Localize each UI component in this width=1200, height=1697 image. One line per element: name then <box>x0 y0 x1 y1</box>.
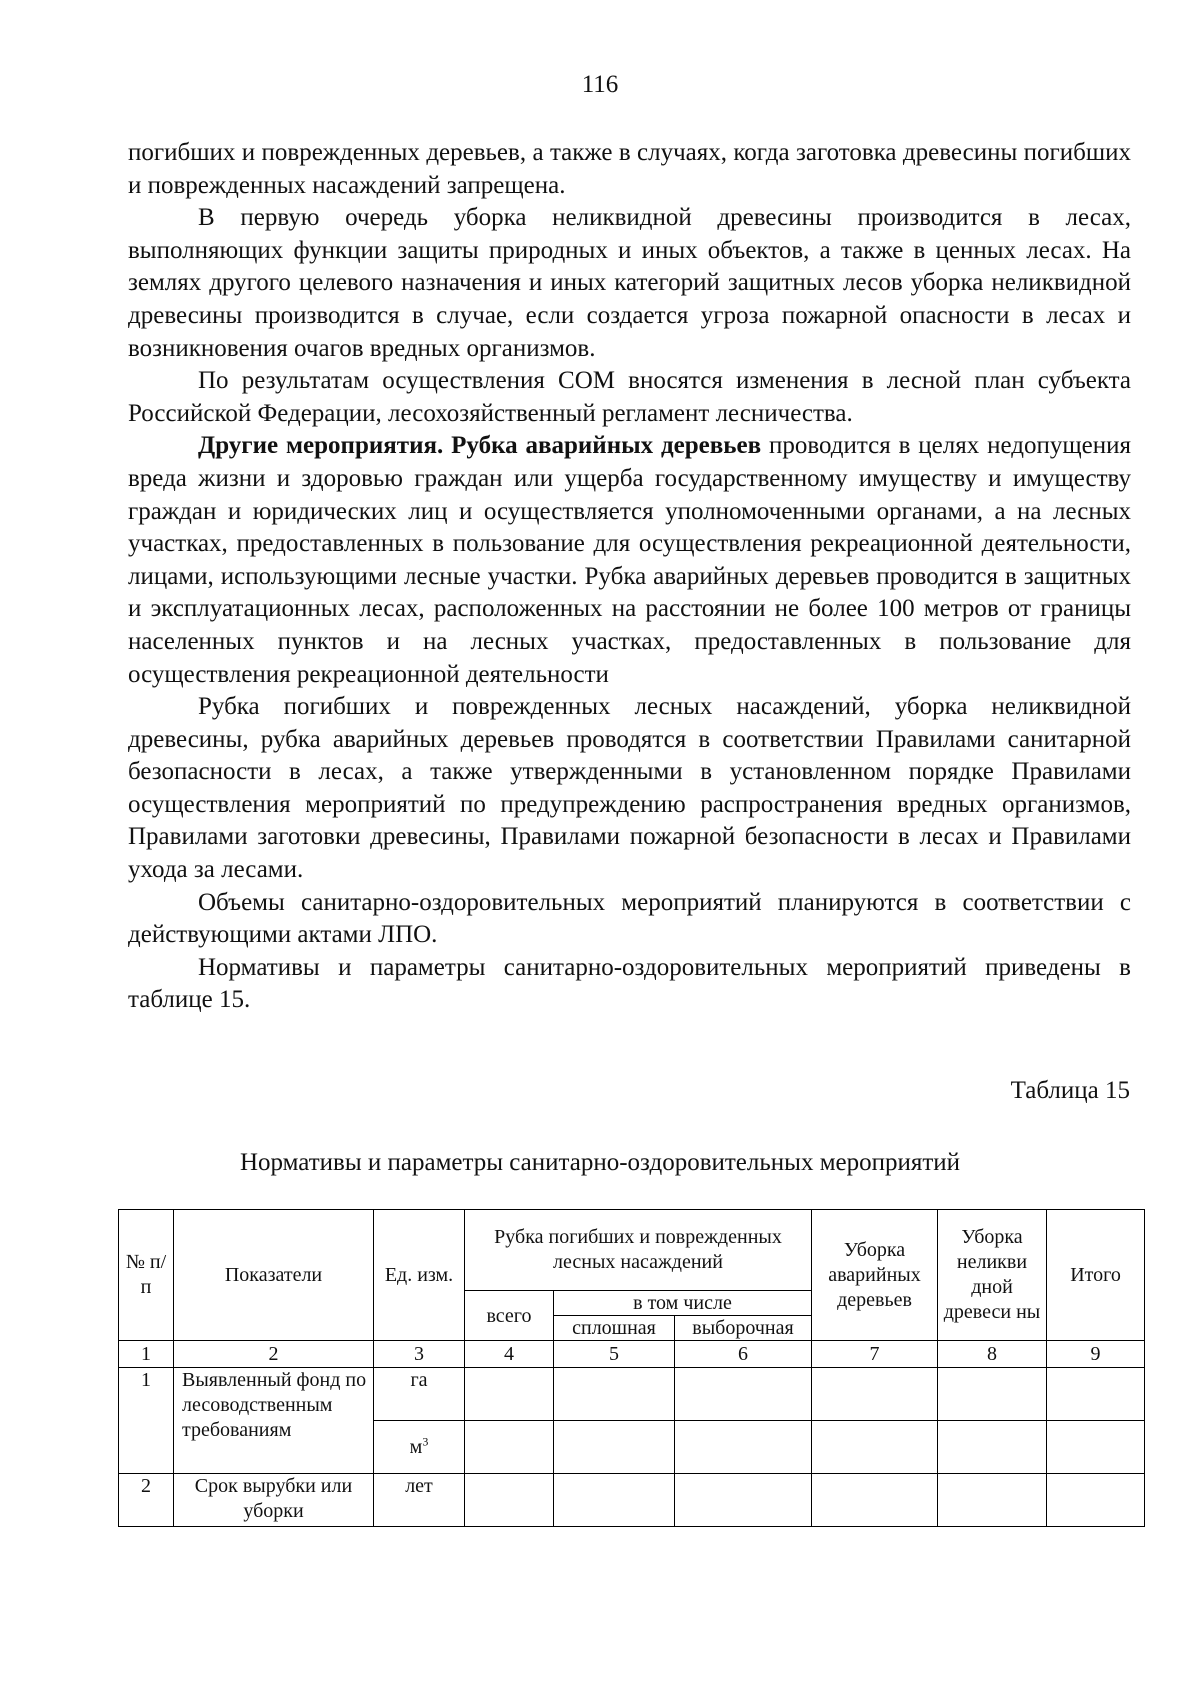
paragraph <box>128 430 1131 691</box>
header-itogo: Итого <box>1047 1210 1145 1341</box>
table-cell <box>675 1421 812 1474</box>
paragraph <box>128 952 1131 1017</box>
table-cell <box>1047 1368 1145 1421</box>
table-cell <box>812 1421 938 1474</box>
column-number: 9 <box>1047 1341 1145 1368</box>
unit-m3-sup: 3 <box>422 1433 429 1448</box>
table-cell <box>554 1474 675 1527</box>
column-number: 7 <box>812 1341 938 1368</box>
row-num: 1 <box>119 1368 174 1474</box>
bold-text: Другие мероприятия. Рубка аварийных деревьев <box>198 432 762 460</box>
header-emergency: Уборка аварийных деревьев <box>812 1210 938 1341</box>
header-unit: Ед. изм. <box>374 1210 465 1341</box>
row-indicator: Выявленный фонд по лесоводственным требованиям <box>174 1368 374 1474</box>
table-cell <box>812 1368 938 1421</box>
table-cell <box>938 1421 1047 1474</box>
norms-table <box>118 1209 1145 1527</box>
table-cell <box>675 1368 812 1421</box>
row-unit-ha: га <box>374 1368 465 1421</box>
paragraph <box>128 365 1131 430</box>
table-cell <box>938 1368 1047 1421</box>
paragraph <box>128 691 1131 887</box>
table-cell <box>465 1368 554 1421</box>
column-number: 5 <box>554 1341 675 1368</box>
table-row <box>119 1368 1145 1421</box>
unit-m3-base: м <box>409 1435 423 1458</box>
paragraph <box>128 202 1131 365</box>
table-cell <box>812 1474 938 1527</box>
header-felling-group: Рубка погибших и поврежденных лесных насаждений <box>465 1210 812 1291</box>
table-cell <box>465 1421 554 1474</box>
table-cell <box>1047 1421 1145 1474</box>
paragraph-text: Рубка погибших и поврежденных лесных насаждений, уборка неликвидной древесины, рубка аварийных деревьев проводятся в соответствии Правилами санитарной безопасности в лесах, а также утвержденными в установленном порядке Правилами осуществления мероприятий по предупреждению распространения вредных организмов, Правилами заготовки древесины, Правилами пожарной безопасности в лесах и Правилами ухода за лесами. <box>128 693 1131 884</box>
column-numbers-row <box>119 1341 1145 1368</box>
paragraph-text: погибших и поврежденных деревьев, а также в случаях, когда заготовка древесины погибших и поврежденных насаждений запрещена. <box>128 139 1131 199</box>
column-number: 6 <box>675 1341 812 1368</box>
table-cell <box>554 1368 675 1421</box>
paragraph-text: Нормативы и параметры санитарно-оздоровительных мероприятий приведены в таблице 15. <box>128 953 1131 1014</box>
header-illiquid: Уборка неликви дной древеси ны <box>938 1210 1047 1341</box>
column-number: 2 <box>174 1341 374 1368</box>
table-cell <box>1047 1474 1145 1527</box>
column-number: 1 <box>119 1341 174 1368</box>
header-num: № п/п <box>119 1210 174 1341</box>
paragraph <box>128 137 1131 202</box>
page-number: 116 <box>581 71 619 98</box>
paragraph-text: Объемы санитарно-оздоровительных мероприятий планируются в соответствии с действующими актами ЛПО. <box>128 888 1131 949</box>
header-selective: выборочная <box>675 1316 812 1341</box>
header-indicator: Показатели <box>174 1210 374 1341</box>
table-title: Нормативы и параметры санитарно-оздоровительных мероприятий <box>239 1149 961 1176</box>
table-cell <box>675 1474 812 1527</box>
paragraph <box>128 887 1131 952</box>
body-text <box>128 137 1131 1017</box>
table-cell <box>465 1474 554 1527</box>
column-number: 8 <box>938 1341 1047 1368</box>
paragraph-text: По результатам осуществления СОМ вносятся изменения в лесной план субъекта Российской Федерации, лесохозяйственный регламент лесничества. <box>128 367 1131 427</box>
table-header-row-1 <box>119 1210 1145 1291</box>
header-clear: сплошная <box>554 1316 675 1341</box>
row-indicator: Срок вырубки или уборки <box>174 1474 374 1527</box>
table-label: Таблица 15 <box>1010 1077 1130 1104</box>
header-in-that-number: в том числе <box>554 1291 812 1316</box>
paragraph-text: В первую очередь уборка неликвидной древесины производится в лесах, выполняющих функции защиты природных и иных объектов, а также в ценных лесах. На землях другого целевого назначения и иных категорий защитных лесов уборка неликвидной древесины производится в случае, если создается угроза пожарной опасности в лесах и возникновения очагов вредных организмов. <box>128 204 1131 362</box>
column-number: 4 <box>465 1341 554 1368</box>
row-num: 2 <box>119 1474 174 1527</box>
table-row <box>119 1474 1145 1527</box>
header-total: всего <box>465 1291 554 1341</box>
table-cell <box>938 1474 1047 1527</box>
row-unit: лет <box>374 1474 465 1527</box>
paragraph-text: проводится в целях недопущения вреда жизни и здоровью граждан или ущерба государственному имуществу и имуществу граждан и юридических лиц и осуществляется уполномоченными органами, а на лесных участках, предоставленных в пользование для осуществления рекреационной деятельности, лицами, использующими лесные участки. Рубка аварийных деревьев проводится в защитных и эксплуатационных лесах, расположенных на расстоянии не более 100 метров от границы населенных пунктов и на лесных участках, предоставленных в пользование для осуществления рекреационной деятельности <box>128 432 1131 688</box>
row-unit-m3 <box>374 1421 465 1474</box>
column-number: 3 <box>374 1341 465 1368</box>
table-cell <box>554 1421 675 1474</box>
